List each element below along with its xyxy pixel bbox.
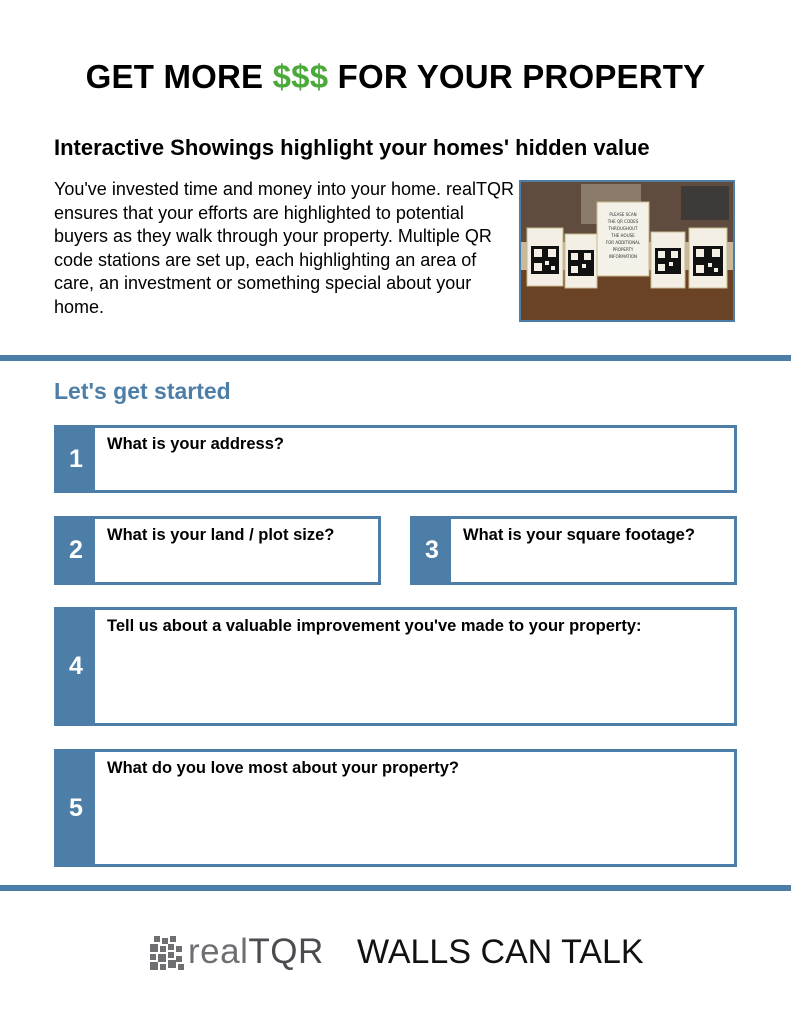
qr-card-3: [651, 232, 685, 288]
svg-text:THROUGHOUT: THROUGHOUT: [608, 226, 638, 231]
svg-text:PROPERTY: PROPERTY: [612, 247, 634, 252]
question-number: 1: [57, 428, 95, 490]
qr-card-4: [689, 228, 727, 288]
title-money: $$$: [272, 58, 329, 95]
svg-text:FOR ADDITIONAL: FOR ADDITIONAL: [605, 240, 641, 245]
love-most-textarea[interactable]: [103, 782, 728, 858]
qr-stations-illustration: [521, 182, 733, 320]
question-label: What do you love most about your property?: [107, 759, 460, 777]
title-after: FOR YOUR PROPERTY: [337, 58, 706, 95]
qr-card-1: [527, 228, 563, 286]
realtqr-logo-text: [188, 932, 324, 972]
footer: [0, 930, 791, 980]
question-love-most[interactable]: [54, 749, 737, 867]
question-label: Tell us about a valuable improvement you've made to your property:: [107, 617, 642, 635]
question-number: 2: [57, 519, 95, 582]
question-plot-size[interactable]: [54, 516, 381, 585]
question-square-footage[interactable]: [410, 516, 737, 585]
intro-subtitle: Interactive Showings highlight your homes' hidden value: [54, 135, 650, 160]
title-before: GET MORE: [85, 58, 264, 95]
qr-stations-photo: [519, 180, 735, 322]
question-number: 5: [57, 752, 95, 864]
question-number: 4: [57, 610, 95, 723]
square-footage-input[interactable]: [459, 549, 728, 576]
question-improvement[interactable]: [54, 607, 737, 726]
qr-card-2: [565, 234, 597, 288]
address-input[interactable]: [103, 458, 728, 484]
svg-text:PLEASE SCAN: PLEASE SCAN: [609, 212, 637, 217]
realtqr-logo-icon: [150, 936, 186, 972]
logo-prefix: real: [188, 932, 249, 971]
svg-text:THE HOUSE: THE HOUSE: [611, 233, 635, 238]
bottom-divider: [0, 885, 791, 891]
svg-text:INFORMATION: INFORMATION: [608, 254, 638, 259]
plot-size-input[interactable]: [103, 549, 372, 576]
intro-paragraph: You've invested time and money into your home. realTQR ensures that your efforts are highlighted to potential buyers as they walk through your property. Multiple QR code stations are set up, each highlighting an area of care, an investment or something special about your home.: [54, 179, 515, 317]
section-title: Let's get started: [54, 378, 231, 404]
top-divider: [0, 355, 791, 361]
logo-suffix: TQR: [248, 932, 324, 971]
question-number: 3: [413, 519, 451, 582]
question-address[interactable]: [54, 425, 737, 493]
page-title: [0, 58, 791, 96]
tagline: WALLS CAN TALK: [357, 933, 644, 971]
improvement-textarea[interactable]: [103, 640, 728, 717]
question-label: What is your square footage?: [463, 526, 695, 544]
question-label: What is your land / plot size?: [107, 526, 335, 544]
svg-text:THE QR CODES: THE QR CODES: [607, 219, 639, 224]
question-label: What is your address?: [107, 435, 284, 453]
